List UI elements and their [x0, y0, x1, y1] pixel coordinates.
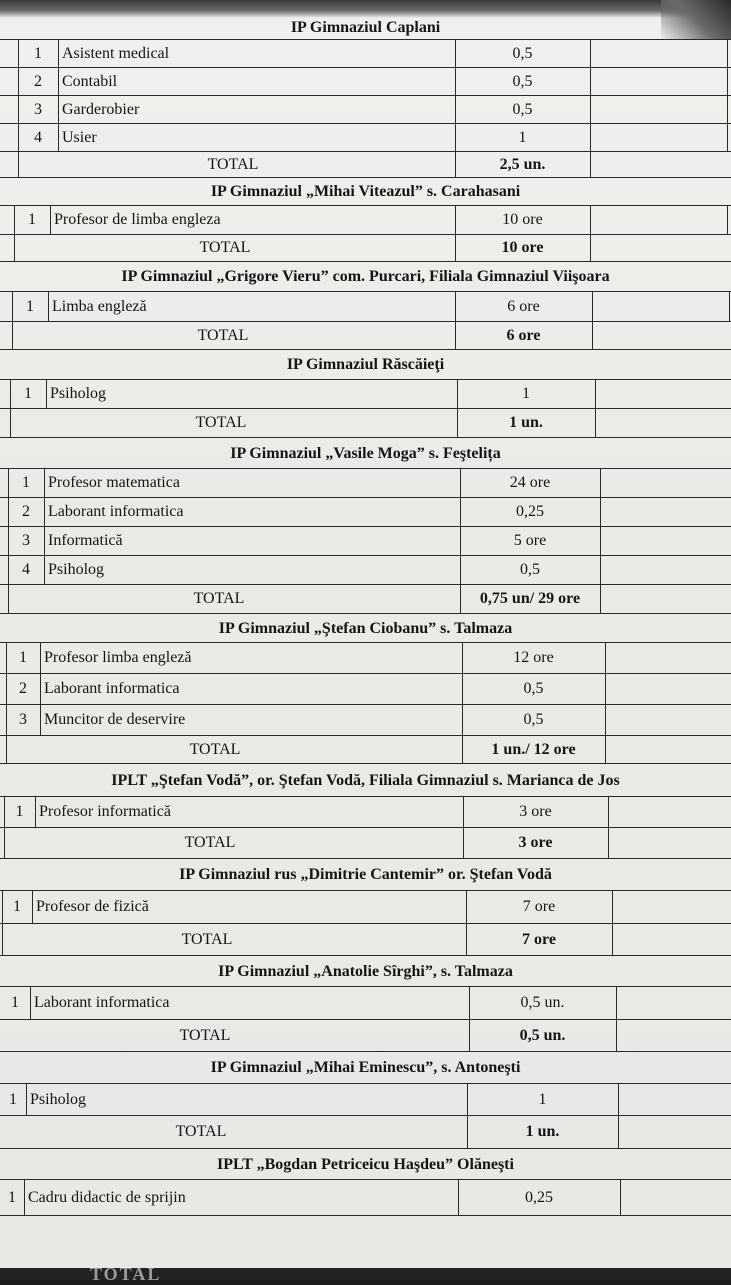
section-title: IP Gimnaziul Răscăieţi [0, 350, 731, 380]
section-title: IPLT „Bogdan Petriceicu Haşdeu” Olăneşti [0, 1149, 731, 1180]
position-name: Laborant informatica [48, 503, 184, 520]
total-label: TOTAL [199, 239, 251, 256]
column-divider [40, 643, 41, 673]
section-title: IP Gimnaziul „Grigore Vieru” com. Purcari, Filiala Gimnaziul Viişoara [0, 262, 731, 292]
column-divider [616, 1020, 617, 1051]
table-row [0, 68, 731, 96]
column-divider [466, 891, 467, 923]
cut-off-total-label: TOTAL [90, 1264, 162, 1284]
column-divider [616, 987, 617, 1019]
table-row [0, 674, 731, 705]
column-divider [590, 124, 591, 151]
row-number: 2 [34, 72, 42, 90]
position-value: 0,5 [523, 680, 544, 697]
column-divider [466, 924, 467, 955]
column-divider [463, 828, 464, 858]
position-value: 3 ore [519, 803, 552, 820]
position-value: 10 ore [502, 211, 543, 228]
position-value: 0,25 [516, 503, 544, 520]
column-divider [595, 380, 596, 408]
column-divider [590, 206, 591, 234]
total-label: TOTAL [189, 740, 241, 758]
table-row [0, 124, 731, 152]
staff-table [0, 16, 731, 1216]
column-divider [590, 40, 591, 67]
table-row [0, 705, 731, 736]
row-number: 3 [19, 711, 27, 728]
column-divider [462, 736, 463, 763]
row-number: 4 [22, 561, 30, 578]
row-number: 1 [28, 211, 36, 228]
position-value: 1 [522, 385, 530, 402]
position-name: Contabil [62, 72, 118, 90]
row-number: 3 [22, 532, 30, 549]
column-divider [8, 585, 9, 613]
row-number: 1 [26, 297, 34, 315]
table-row [0, 96, 731, 124]
column-divider [4, 797, 5, 827]
column-divider [590, 235, 591, 261]
column-divider [455, 292, 456, 321]
column-divider [600, 469, 601, 497]
column-divider [40, 705, 41, 735]
column-divider [462, 643, 463, 673]
position-value: 0,5 un. [520, 994, 565, 1011]
total-label: TOTAL [207, 155, 259, 173]
position-name: Profesor de fizică [36, 898, 149, 915]
column-divider [462, 674, 463, 704]
column-divider [460, 556, 461, 584]
table-row [0, 797, 731, 828]
position-name: Cadru didactic de sprijin [28, 1188, 186, 1206]
column-divider [590, 152, 591, 177]
row-number: 1 [13, 898, 21, 915]
column-divider [455, 124, 456, 151]
column-divider [12, 292, 13, 321]
column-divider [2, 924, 3, 955]
position-value: 12 ore [513, 649, 554, 666]
column-divider [592, 322, 593, 349]
position-value: 0,5 [512, 100, 533, 118]
total-label: TOTAL [193, 590, 245, 607]
column-divider [18, 40, 19, 67]
position-name: Psiholog [30, 1090, 87, 1108]
column-divider [460, 469, 461, 497]
section-title: IP Gimnaziul „Ştefan Ciobanu” s. Talmaza [0, 614, 731, 643]
section-title: IP Gimnaziul „Mihai Eminescu”, s. Antoneşti [0, 1052, 731, 1084]
column-divider [6, 643, 7, 673]
column-divider [455, 322, 456, 349]
table-row [0, 1084, 731, 1116]
position-value: 0,5 [523, 711, 544, 728]
section-title: IP Gimnaziul rus „Dimitrie Cantemir” or. Ştefan Vodă [0, 859, 731, 891]
column-divider [8, 527, 9, 555]
position-value: 6 ore [507, 297, 540, 315]
total-row [0, 736, 731, 764]
row-number: 1 [34, 44, 42, 62]
total-row [0, 1116, 731, 1149]
section-title: IP Gimnaziul Caplani [0, 16, 731, 40]
total-value: 10 ore [501, 239, 544, 256]
column-divider [460, 527, 461, 555]
column-divider [600, 498, 601, 526]
column-divider [50, 206, 51, 234]
row-number: 1 [24, 385, 32, 402]
column-divider [612, 924, 613, 955]
column-divider [12, 322, 13, 349]
table-row [0, 498, 731, 527]
column-divider [8, 556, 9, 584]
position-value: 0,5 [512, 44, 533, 62]
total-row [0, 235, 731, 262]
column-divider [6, 705, 7, 735]
row-number: 1 [22, 474, 30, 491]
column-divider [600, 585, 601, 613]
position-name: Laborant informatica [34, 994, 170, 1011]
table-row [0, 527, 731, 556]
column-divider [455, 206, 456, 234]
table-row [0, 643, 731, 674]
column-divider [40, 674, 41, 704]
column-divider [460, 585, 461, 613]
row-number: 4 [34, 128, 42, 146]
column-divider [24, 1180, 25, 1215]
column-divider [2, 891, 3, 923]
column-divider [48, 292, 49, 321]
column-divider [605, 643, 606, 673]
column-divider [18, 68, 19, 95]
column-divider [455, 96, 456, 123]
position-name: Psiholog [48, 561, 105, 578]
column-divider [605, 705, 606, 735]
position-name: Garderobier [62, 100, 140, 118]
table-row [0, 206, 731, 235]
column-divider [8, 498, 9, 526]
position-value: 0,5 [520, 561, 540, 578]
institution-section [0, 178, 731, 262]
column-divider [10, 409, 11, 437]
column-divider [455, 152, 456, 177]
row-number: 1 [9, 1090, 17, 1108]
table-row [0, 469, 731, 498]
total-label: TOTAL [184, 834, 236, 851]
total-row [0, 409, 731, 438]
column-divider [458, 1180, 459, 1215]
table-row [0, 40, 731, 68]
total-row [0, 585, 731, 614]
institution-section [0, 956, 731, 1052]
total-row [0, 924, 731, 956]
section-title: IP Gimnaziul „Mihai Viteazul” s. Carahasani [0, 178, 731, 206]
total-value: 6 ore [506, 326, 541, 344]
column-divider [469, 1020, 470, 1051]
table-row [0, 292, 731, 322]
total-label: TOTAL [197, 326, 249, 344]
table-row [0, 987, 731, 1020]
table-row [0, 1180, 731, 1216]
column-divider [605, 736, 606, 763]
column-divider [35, 797, 36, 827]
column-divider [46, 380, 47, 408]
institution-section [0, 614, 731, 764]
position-name: Profesor informatică [39, 803, 171, 820]
section-title: IPLT „Ştefan Vodă”, or. Ştefan Vodă, Filiala Gimnaziul s. Marianca de Jos [0, 764, 731, 797]
column-divider [14, 235, 15, 261]
column-divider [18, 152, 19, 177]
total-value: 1 un./ 12 ore [491, 740, 576, 758]
column-divider [608, 828, 609, 858]
position-name: Laborant informatica [44, 680, 180, 697]
column-divider [600, 527, 601, 555]
column-divider [600, 556, 601, 584]
total-label: TOTAL [181, 930, 233, 948]
column-divider [463, 797, 464, 827]
row-number: 1 [15, 803, 24, 820]
column-divider [18, 124, 19, 151]
position-value: 1 [518, 128, 527, 146]
column-divider [729, 292, 730, 321]
column-divider [44, 498, 45, 526]
position-name: Informatică [48, 532, 123, 549]
column-divider [467, 1084, 468, 1115]
institution-section [0, 1052, 731, 1149]
column-divider [727, 40, 728, 67]
table-row [0, 380, 731, 409]
position-name: Asistent medical [62, 44, 170, 62]
row-number: 3 [34, 100, 42, 118]
position-name: Profesor matematica [48, 474, 180, 491]
position-name: Limba engleză [52, 297, 147, 315]
column-divider [10, 380, 11, 408]
total-row [0, 322, 731, 350]
column-divider [8, 469, 9, 497]
row-number: 2 [22, 503, 30, 520]
column-divider [6, 674, 7, 704]
column-divider [727, 68, 728, 95]
position-value: 5 ore [513, 532, 547, 549]
row-number: 1 [8, 1188, 16, 1206]
institution-section [0, 350, 731, 438]
position-value: 0,5 [512, 72, 533, 90]
total-row [0, 828, 731, 859]
total-label: TOTAL [175, 1123, 227, 1140]
column-divider [595, 409, 596, 437]
institution-section [0, 859, 731, 956]
institution-section [0, 1149, 731, 1216]
column-divider [469, 987, 470, 1019]
position-value: 7 ore [522, 898, 556, 915]
column-divider [44, 469, 45, 497]
column-divider [455, 235, 456, 261]
institution-section [0, 438, 731, 614]
position-value: 1 [538, 1090, 547, 1108]
column-divider [44, 527, 45, 555]
total-value: 7 ore [522, 930, 556, 948]
column-divider [620, 1180, 621, 1215]
total-value: 1 un. [525, 1123, 560, 1140]
column-divider [457, 380, 458, 408]
row-number: 2 [19, 680, 27, 697]
position-value: 24 ore [509, 474, 551, 491]
column-divider [618, 1084, 619, 1115]
total-label: TOTAL [195, 414, 247, 431]
total-row [0, 1020, 731, 1052]
section-title: IP Gimnaziul „Anatolie Sîrghi”, s. Talmaza [0, 956, 731, 987]
column-divider [612, 891, 613, 923]
column-divider [462, 705, 463, 735]
position-name: Muncitor de deservire [44, 711, 186, 728]
institution-section [0, 764, 731, 859]
institution-section [0, 16, 731, 178]
column-divider [6, 736, 7, 763]
total-value: 1 un. [509, 414, 543, 431]
column-divider [58, 124, 59, 151]
column-divider [590, 68, 591, 95]
total-value: 3 ore [518, 834, 553, 851]
column-divider [727, 206, 728, 234]
column-divider [727, 96, 728, 123]
total-value: 2,5 un. [499, 155, 546, 173]
column-divider [605, 674, 606, 704]
table-row [0, 891, 731, 924]
column-divider [457, 409, 458, 437]
row-number: 1 [11, 994, 19, 1011]
total-value: 0,5 un. [519, 1026, 566, 1044]
row-number: 1 [19, 649, 27, 666]
section-title: IP Gimnaziul „Vasile Moga” s. Feştelița [0, 438, 731, 469]
position-name: Profesor limba engleză [44, 649, 192, 666]
column-divider [4, 828, 5, 858]
position-name: Profesor de limba engleza [54, 211, 221, 228]
position-value: 0,25 [525, 1188, 553, 1206]
total-value: 0,75 un/ 29 ore [479, 590, 581, 607]
column-divider [727, 124, 728, 151]
column-divider [32, 891, 33, 923]
column-divider [467, 1116, 468, 1148]
column-divider [455, 40, 456, 67]
column-divider [592, 292, 593, 321]
column-divider [14, 206, 15, 234]
column-divider [18, 96, 19, 123]
column-divider [455, 68, 456, 95]
column-divider [58, 40, 59, 67]
total-label: TOTAL [179, 1026, 231, 1044]
total-row [0, 152, 731, 178]
column-divider [608, 797, 609, 827]
institution-section [0, 262, 731, 350]
column-divider [30, 987, 31, 1019]
column-divider [618, 1116, 619, 1148]
position-name: Psiholog [50, 385, 107, 402]
column-divider [58, 96, 59, 123]
table-row [0, 556, 731, 585]
column-divider [460, 498, 461, 526]
position-name: Usier [62, 128, 97, 146]
column-divider [26, 1084, 27, 1115]
column-divider [58, 68, 59, 95]
column-divider [44, 556, 45, 584]
column-divider [590, 96, 591, 123]
